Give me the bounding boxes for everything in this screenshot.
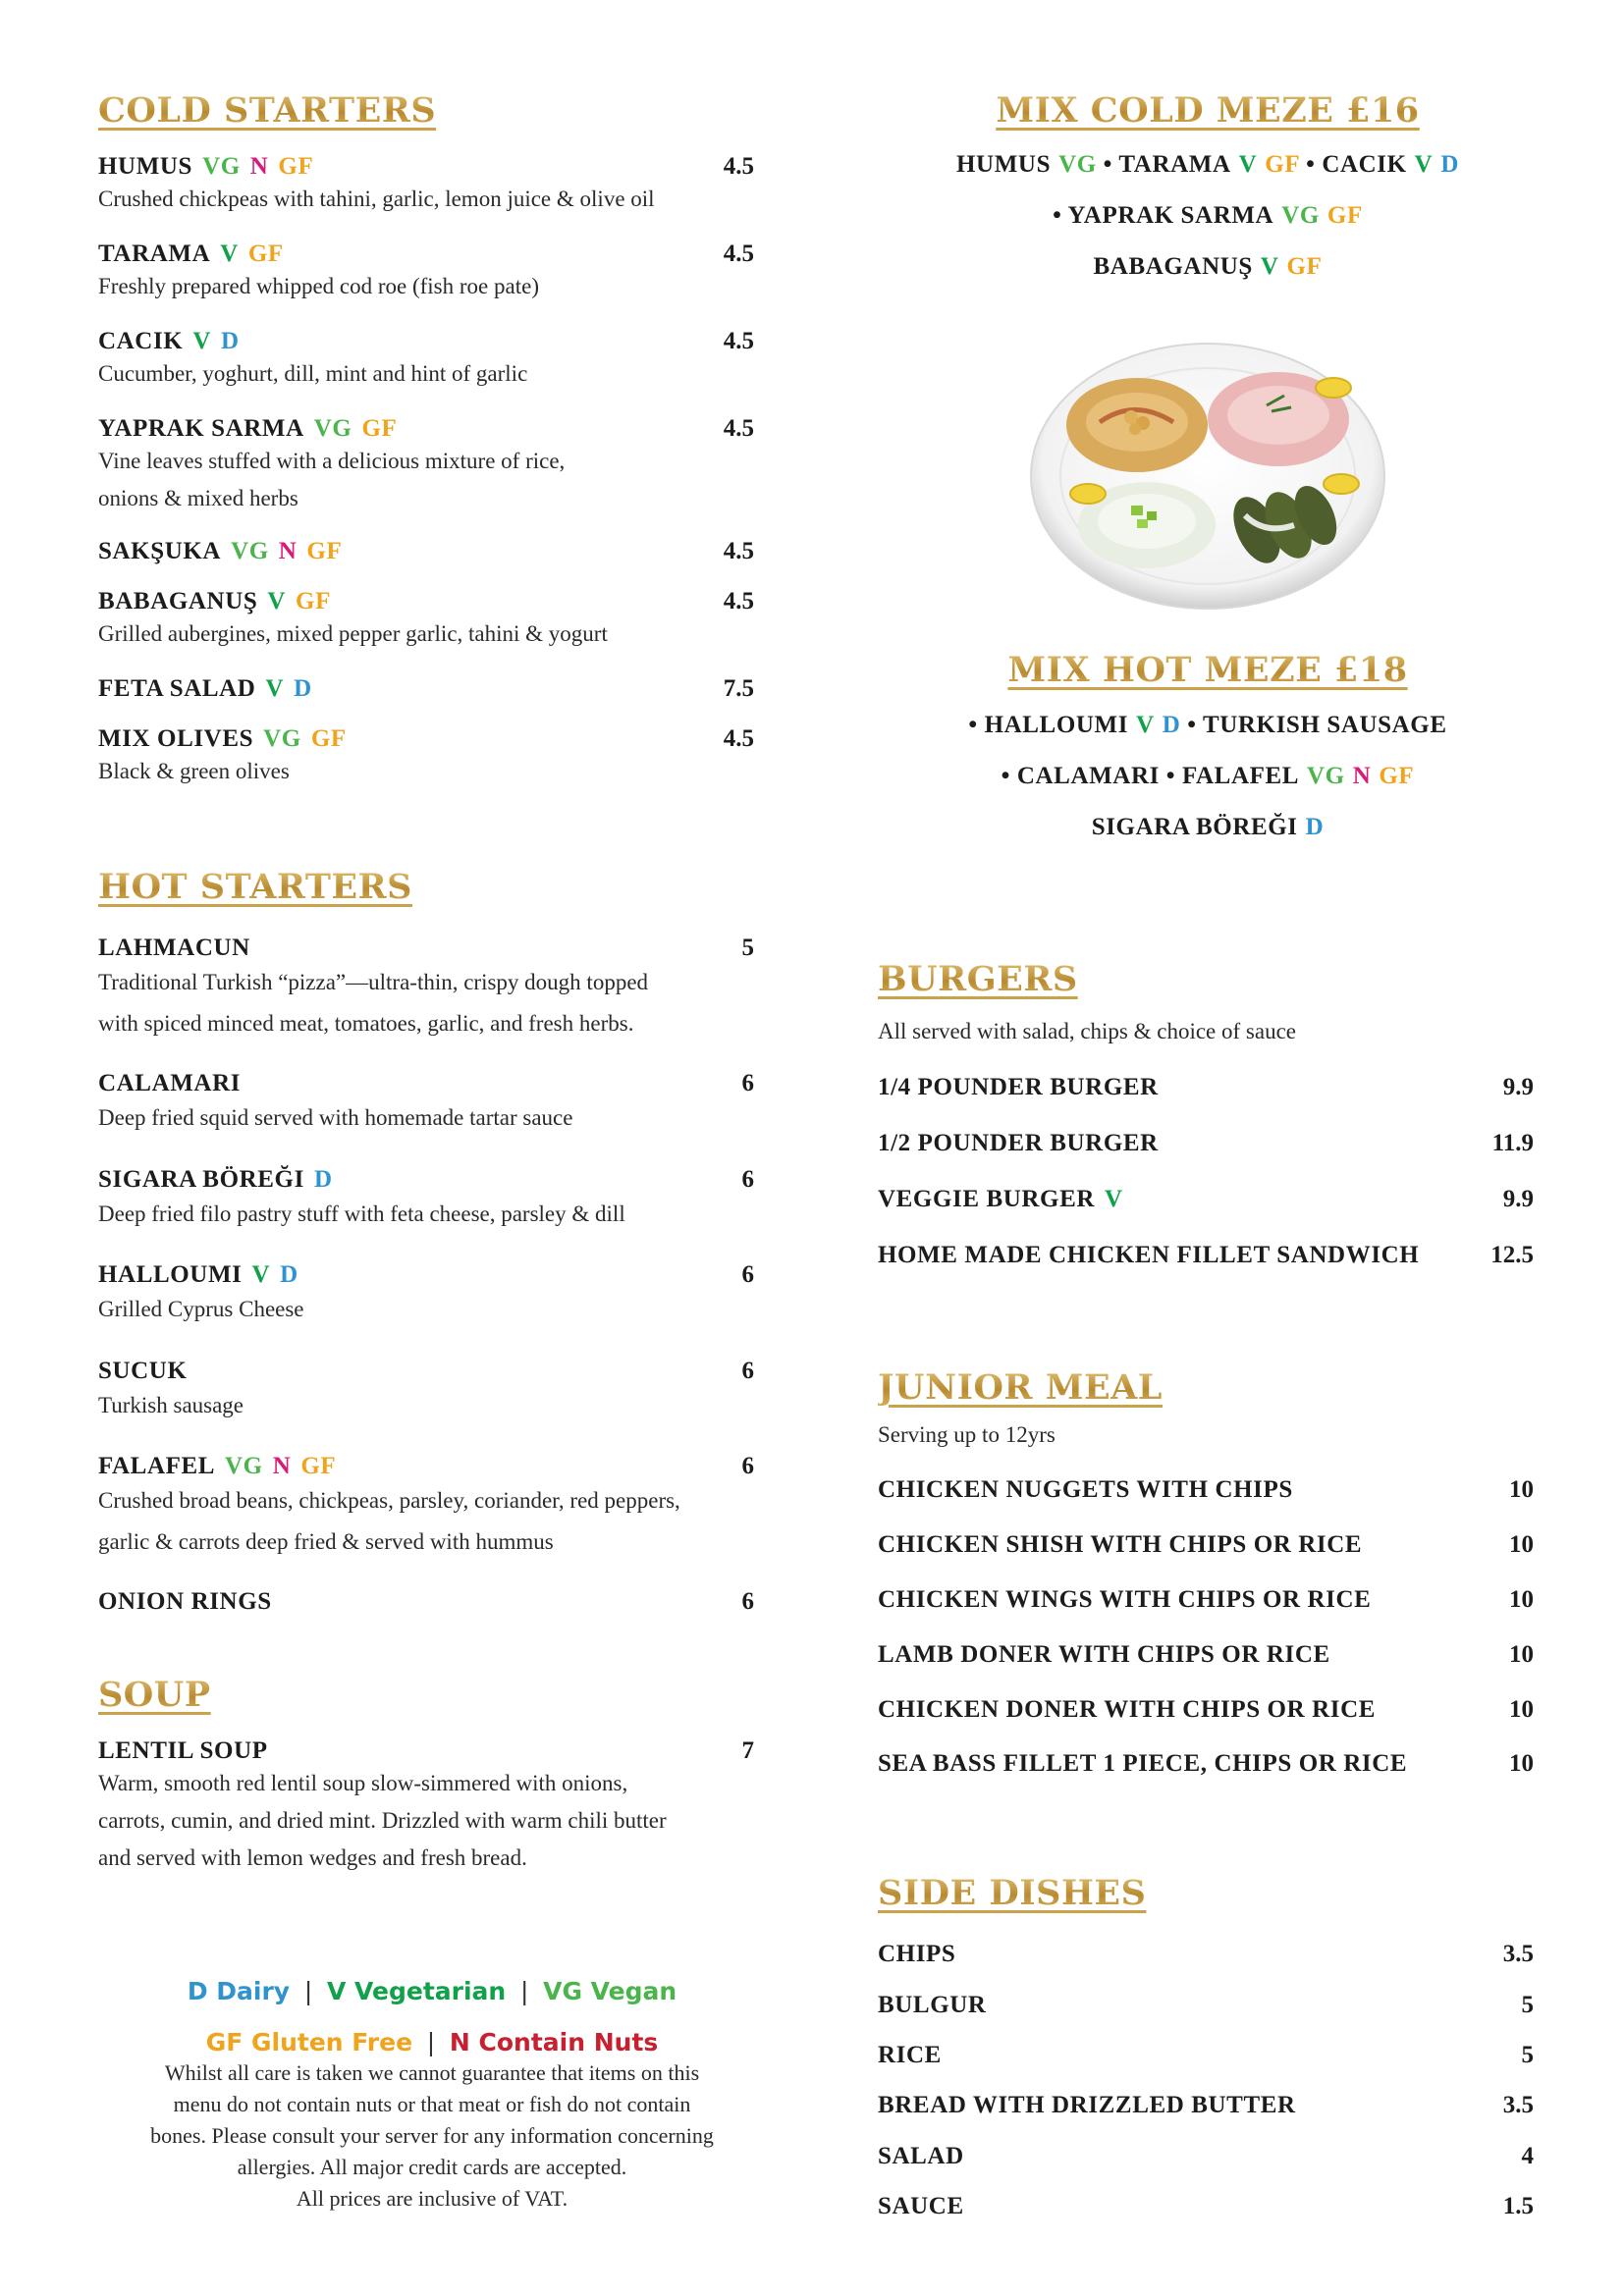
legend-nuts: N Contain Nuts	[449, 2028, 659, 2056]
dietary-tag-v: V	[251, 1261, 271, 1288]
disclaimer-line: All prices are inclusive of VAT.	[296, 2186, 568, 2211]
disclaimer-line: menu do not contain nuts or that meat or fish do not contain	[173, 2092, 691, 2116]
dietary-tag-d: D	[294, 675, 312, 702]
menu-item-name	[878, 2193, 964, 2220]
dietary-tag-vg: VG	[1281, 202, 1320, 229]
menu-item-name	[98, 1588, 272, 1616]
menu-item-description: garlic & carrots deep fried & served with hummus	[98, 1529, 554, 1554]
item-name-text: BREAD WITH DRIZZLED BUTTER	[878, 2092, 1296, 2118]
dietary-tag-n: N	[278, 538, 298, 564]
menu-item-name	[98, 934, 250, 962]
menu-item-name	[98, 538, 342, 565]
menu-item-price: 10	[1509, 1531, 1534, 1558]
dietary-tag-v: V	[1105, 1186, 1123, 1212]
meze-item-text: • YAPRAK SARMA	[1053, 202, 1274, 229]
legend-dairy: D Dairy	[187, 1977, 291, 2005]
legend-vegan: VG Vegan	[543, 1977, 677, 2005]
menu-item-name	[98, 1261, 298, 1289]
meze-item-text: • HALLOUMI	[968, 712, 1129, 738]
dietary-tag-gf: GF	[310, 725, 347, 752]
dietary-tag-n: N	[272, 1453, 292, 1479]
menu-item-description: Crushed broad beans, chickpeas, parsley, coriander, red peppers,	[98, 1488, 680, 1513]
menu-item-description: Grilled aubergines, mixed pepper garlic, tahini & yogurt	[98, 621, 608, 646]
menu-item-price: 6	[741, 1453, 754, 1479]
menu-item-description: Turkish sausage	[98, 1393, 244, 1417]
dietary-tag-n: N	[249, 153, 269, 180]
menu-item-name	[878, 2143, 964, 2170]
menu-item-price: 6	[741, 1070, 754, 1096]
menu-item-name	[878, 2092, 1296, 2119]
menu-item-description: Crushed chickpeas with tahini, garlic, lemon juice & olive oil	[98, 187, 655, 211]
dietary-tag-v: V	[220, 240, 239, 267]
menu-item-name	[878, 1074, 1159, 1101]
item-name-text: SUCUK	[98, 1358, 188, 1384]
menu-item-name	[98, 725, 347, 753]
menu-item-name	[98, 415, 397, 443]
menu-item-price: 10	[1509, 1696, 1534, 1723]
item-name-text: FALAFEL	[98, 1453, 216, 1479]
menu-item-name	[98, 240, 284, 268]
menu-item-price: 5	[741, 934, 754, 961]
dietary-tag-vg: VG	[263, 725, 301, 752]
menu-item-price: 10	[1509, 1641, 1534, 1668]
item-name-text: VEGGIE BURGER	[878, 1186, 1096, 1212]
item-name-text: TARAMA	[98, 240, 211, 267]
mix-hot-meze-line-1	[864, 712, 1551, 739]
menu-item-price: 6	[741, 1261, 754, 1288]
menu-item-description: Warm, smooth red lentil soup slow-simmered with onions,	[98, 1771, 628, 1795]
dietary-tag-gf: GF	[361, 415, 398, 442]
menu-item-name	[878, 1696, 1376, 1724]
item-name-text: 1/2 POUNDER BURGER	[878, 1130, 1159, 1156]
mix-cold-meze-line-1	[864, 151, 1551, 179]
menu-item-price: 3.5	[1502, 1941, 1534, 1967]
menu-item-description: and served with lemon wedges and fresh bread.	[98, 1845, 527, 1870]
legend-separator: |	[303, 1977, 313, 2005]
section-title-junior-meal: JUNIOR MEAL	[878, 1367, 1163, 1408]
meze-item-text: • CACIK	[1299, 151, 1407, 178]
meze-item-text: • CALAMARI • FALAFEL	[1001, 763, 1300, 789]
menu-item-price: 9.9	[1502, 1186, 1534, 1212]
menu-item-price: 4	[1521, 2143, 1534, 2169]
dietary-tag-vg: VG	[1307, 763, 1345, 789]
meze-item-text: • TURKISH SAUSAGE	[1180, 712, 1447, 738]
dietary-tag-v: V	[1238, 151, 1258, 178]
dietary-tag-vg: VG	[1058, 151, 1097, 178]
dietary-tag-vg: VG	[313, 415, 352, 442]
item-name-text: 1/4 POUNDER BURGER	[878, 1074, 1159, 1100]
item-name-text: SAUCE	[878, 2193, 964, 2219]
item-name-text: HALLOUMI	[98, 1261, 243, 1288]
legend-gluten-free: GF Gluten Free	[205, 2028, 413, 2056]
item-name-text: LAHMACUN	[98, 934, 250, 961]
item-name-text: BABAGANUŞ	[98, 588, 258, 614]
menu-item-name	[98, 1737, 268, 1765]
menu-item-name	[98, 1453, 336, 1480]
dietary-tag-v: V	[1136, 712, 1155, 738]
item-name-text: SAKŞUKA	[98, 538, 222, 564]
section-title-side-dishes: SIDE DISHES	[878, 1873, 1147, 1913]
item-name-text: SIGARA BÖREĞI	[98, 1166, 304, 1193]
dietary-tag-d: D	[280, 1261, 298, 1288]
item-name-text: LAMB DONER WITH CHIPS OR RICE	[878, 1641, 1330, 1668]
dietary-tag-gf: GF	[296, 588, 331, 614]
dietary-tag-gf: GF	[306, 538, 343, 564]
meze-item-text: • TARAMA	[1096, 151, 1231, 178]
disclaimer-line: allergies. All major credit cards are accepted.	[237, 2155, 627, 2179]
item-name-text: CHICKEN WINGS WITH CHIPS OR RICE	[878, 1586, 1372, 1613]
section-title-cold-starters: COLD STARTERS	[98, 90, 437, 131]
menu-item-description: carrots, cumin, and dried mint. Drizzled with warm chili butter	[98, 1808, 667, 1833]
menu-item-price: 4.5	[723, 725, 754, 752]
dietary-tag-v: V	[1414, 151, 1434, 178]
mix-hot-meze-line-2	[864, 763, 1551, 790]
menu-item-price: 3.5	[1502, 2092, 1534, 2118]
menu-item-price: 7	[741, 1737, 754, 1764]
item-name-text: FETA SALAD	[98, 675, 256, 702]
menu-item-name	[878, 1992, 987, 2019]
dietary-tag-gf: GF	[1265, 151, 1300, 178]
menu-item-name	[878, 1750, 1407, 1778]
menu-item-name	[878, 2042, 942, 2069]
section-title-mix-cold-meze: MIX COLD MEZE £16	[864, 90, 1551, 131]
dietary-tag-d: D	[221, 328, 240, 354]
dietary-tag-d: D	[1305, 814, 1325, 840]
menu-item-price: 4.5	[723, 153, 754, 180]
item-name-text: MIX OLIVES	[98, 725, 254, 752]
menu-item-name	[878, 1186, 1123, 1213]
menu-item-price: 12.5	[1490, 1242, 1534, 1268]
legend-separator: |	[519, 1977, 529, 2005]
menu-item-name	[98, 1070, 241, 1097]
legend-separator: |	[426, 2028, 436, 2056]
disclaimer-line: bones. Please consult your server for any information concerning	[150, 2123, 714, 2148]
burgers-note: All served with salad, chips & choice of sauce	[878, 1019, 1297, 1043]
item-name-text: SEA BASS FILLET 1 PIECE, CHIPS OR RICE	[878, 1750, 1408, 1777]
menu-item-name	[98, 328, 240, 355]
dietary-tag-gf: GF	[1286, 253, 1323, 280]
menu-item-price: 6	[741, 1166, 754, 1193]
menu-item-name	[98, 675, 312, 703]
dietary-tag-d: D	[313, 1166, 333, 1193]
menu-item-price: 4.5	[723, 538, 754, 564]
menu-item-name	[878, 1641, 1330, 1669]
item-name-text: CHICKEN DONER WITH CHIPS OR RICE	[878, 1696, 1377, 1723]
item-name-text: RICE	[878, 2042, 942, 2068]
menu-item-price: 11.9	[1491, 1130, 1534, 1156]
dietary-tag-vg: VG	[202, 153, 241, 180]
dietary-tag-vg: VG	[231, 538, 269, 564]
menu-item-description: onions & mixed herbs	[98, 486, 298, 510]
disclaimer-line: Whilst all care is taken we cannot guarantee that items on this	[164, 2060, 700, 2085]
item-name-text: HOME MADE CHICKEN FILLET SANDWICH	[878, 1242, 1420, 1268]
mix-cold-meze-line-2	[864, 202, 1551, 230]
dietary-tag-n: N	[1352, 763, 1372, 789]
dietary-tag-gf: GF	[278, 153, 314, 180]
item-name-text: HUMUS	[98, 153, 193, 180]
item-name-text: BULGUR	[878, 1992, 987, 2018]
menu-item-price: 9.9	[1502, 1074, 1534, 1100]
dietary-tag-gf: GF	[1326, 202, 1363, 229]
menu-item-name	[878, 1476, 1293, 1504]
item-name-text: SALAD	[878, 2143, 964, 2169]
section-title-soup: SOUP	[98, 1675, 211, 1715]
allergy-disclaimer	[88, 2057, 776, 2215]
dietary-tag-v: V	[1260, 253, 1279, 280]
legend-vegetarian: V Vegetarian	[326, 1977, 507, 2005]
menu-item-name	[878, 1941, 955, 1968]
dietary-tag-d: D	[1162, 712, 1181, 738]
menu-item-name	[878, 1586, 1371, 1614]
dietary-tag-gf: GF	[300, 1453, 337, 1479]
meze-item-text: BABAGANUŞ	[1093, 253, 1253, 280]
dietary-legend-line-1	[98, 1977, 766, 2005]
item-name-text: CALAMARI	[98, 1070, 242, 1096]
menu-item-name	[878, 1242, 1419, 1269]
junior-meal-note: Serving up to 12yrs	[878, 1422, 1056, 1447]
dietary-legend-line-2	[98, 2028, 766, 2056]
menu-item-price: 10	[1509, 1476, 1534, 1503]
menu-item-price: 7.5	[723, 675, 754, 702]
menu-item-description: Cucumber, yoghurt, dill, mint and hint of garlic	[98, 361, 528, 386]
meze-item-text: SIGARA BÖREĞI	[1091, 814, 1298, 840]
menu-item-description: Black & green olives	[98, 759, 290, 783]
menu-item-price: 4.5	[723, 240, 754, 267]
item-name-text: CHICKEN SHISH WITH CHIPS OR RICE	[878, 1531, 1363, 1558]
item-name-text: LENTIL SOUP	[98, 1737, 268, 1764]
dietary-tag-d: D	[1440, 151, 1459, 178]
menu-item-price: 6	[741, 1358, 754, 1384]
menu-item-name	[98, 1166, 333, 1194]
item-name-text: YAPRAK SARMA	[98, 415, 304, 442]
mix-hot-meze-line-3	[864, 814, 1551, 841]
menu-item-name	[98, 153, 313, 181]
menu-item-description: Deep fried filo pastry stuff with feta cheese, parsley & dill	[98, 1201, 625, 1226]
item-name-text: CHICKEN NUGGETS WITH CHIPS	[878, 1476, 1293, 1503]
menu-item-price: 10	[1509, 1750, 1534, 1777]
menu-item-price: 5	[1521, 2042, 1534, 2068]
item-name-text: ONION RINGS	[98, 1588, 272, 1615]
section-title-burgers: BURGERS	[878, 959, 1078, 999]
menu-item-price: 4.5	[723, 328, 754, 354]
dietary-tag-gf: GF	[247, 240, 284, 267]
menu-item-description: Vine leaves stuffed with a delicious mixture of rice,	[98, 449, 566, 473]
menu-item-price: 5	[1521, 1992, 1534, 2018]
menu-item-price: 4.5	[723, 588, 754, 614]
menu-item-description: with spiced minced meat, tomatoes, garlic, and fresh herbs.	[98, 1011, 634, 1036]
dietary-tag-v: V	[267, 588, 287, 614]
menu-item-description: Traditional Turkish “pizza”—ultra-thin, crispy dough topped	[98, 970, 649, 994]
menu-item-price: 4.5	[723, 415, 754, 442]
meze-item-text: HUMUS	[956, 151, 1052, 178]
item-name-text: CACIK	[98, 328, 184, 354]
menu-item-name	[98, 1358, 188, 1385]
meze-platter-icon	[1021, 329, 1394, 614]
mix-cold-meze-line-3	[864, 253, 1551, 281]
section-title-mix-hot-meze: MIX HOT MEZE £18	[864, 650, 1551, 690]
menu-item-name	[878, 1531, 1362, 1559]
item-name-text: CHIPS	[878, 1941, 956, 1967]
menu-item-price: 10	[1509, 1586, 1534, 1613]
menu-item-price: 6	[741, 1588, 754, 1615]
dietary-tag-v: V	[265, 675, 285, 702]
menu-item-name	[878, 1130, 1159, 1157]
dietary-tag-vg: VG	[225, 1453, 263, 1479]
dietary-tag-v: V	[192, 328, 211, 354]
section-title-hot-starters: HOT STARTERS	[98, 867, 412, 907]
menu-item-name	[98, 588, 331, 615]
menu-item-description: Deep fried squid served with homemade tartar sauce	[98, 1105, 573, 1130]
menu-item-description: Freshly prepared whipped cod roe (fish roe pate)	[98, 274, 539, 298]
dietary-tag-gf: GF	[1379, 763, 1415, 789]
menu-item-description: Grilled Cyprus Cheese	[98, 1297, 304, 1321]
menu-item-price: 1.5	[1502, 2193, 1534, 2219]
